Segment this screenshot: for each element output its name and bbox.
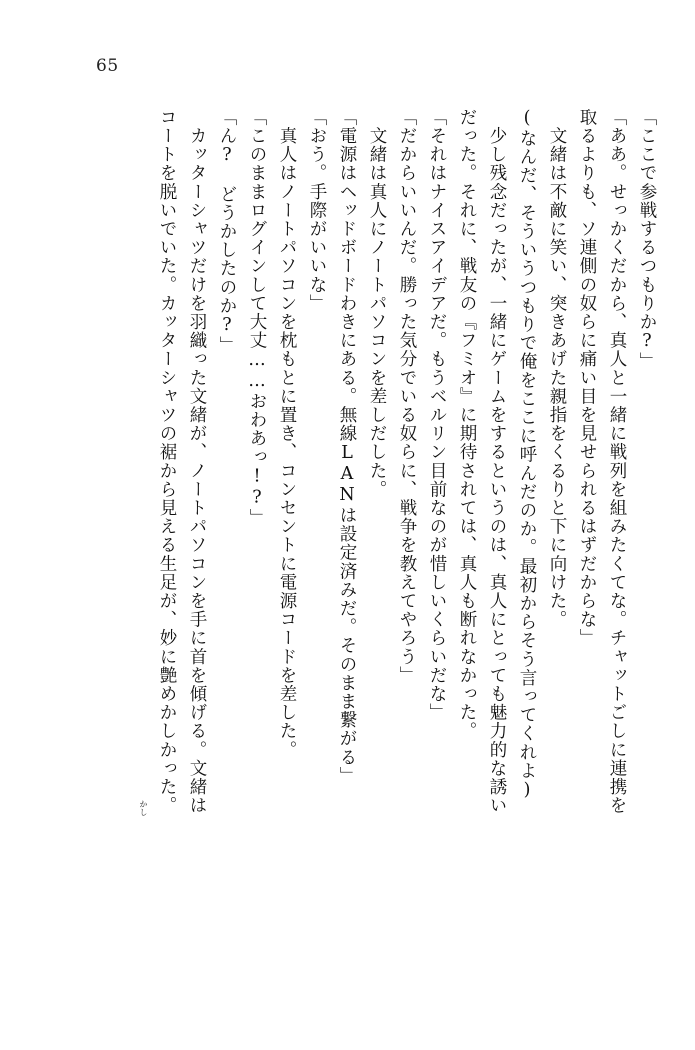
text-line: 「このままログインして大丈……おわあっ!?」: [247, 108, 267, 528]
text-line: 少し残念だったが、一緒にゲームをするというのは、真人にとっても魅力的な誘い: [487, 108, 507, 815]
text-line: 「ここで参戦するつもりか?」: [637, 108, 657, 371]
text-line: だった。それに、戦友の『フミオ』に期待されては、真人も断れなかった。: [457, 108, 477, 741]
text-line: 「それはナイスアイデアだ。もうベルリン目前なのが惜しいくらいだな」: [427, 108, 447, 722]
text-line: 取るよりも、ソ連側の奴らに痛い目を見せられるはずだからな」: [577, 108, 597, 648]
text-line: 真人はノートパソコンを枕もとに置き、コンセントに電源コードを差した。: [277, 108, 297, 759]
text-line: 「電源はヘッドボードわきにある。無線LANは設定済みだ。そのまま繋がる」: [337, 108, 357, 786]
page-number: 65: [96, 56, 119, 76]
text-line: コートを脱いでいた。カッターシャツの裾から見える生足が、妙に艶めかしかった。: [157, 108, 177, 815]
text-line: 「おう。手際がいいな」: [307, 108, 327, 313]
text-line: カッターシャツだけを羽織った文緒が、ノートパソコンを手に首を傾げる。文緒は: [187, 108, 207, 815]
vertical-text-body: [48, 108, 655, 968]
text-line: (なんだ、そういうつもりで俺をここに呼んだのか。最初からそう言ってくれよ): [517, 108, 537, 802]
text-line: 文緒は真人にノートパソコンを差しだした。: [367, 108, 387, 499]
text-line: 「ああ。せっかくだから、真人と一緒に戦列を組みたくてな。チャットごしに連携を: [607, 108, 627, 815]
text-line: 「ん? どうかしたのか?」: [217, 108, 237, 355]
ruby-annotation: かし: [139, 800, 148, 816]
text-line: 文緒は不敵に笑い、突きあげた親指をくるりと下に向けた。: [547, 108, 567, 629]
text-line: 「だからいいんだ。勝った気分でいる奴らに、戦争を教えてやろう」: [397, 108, 417, 685]
